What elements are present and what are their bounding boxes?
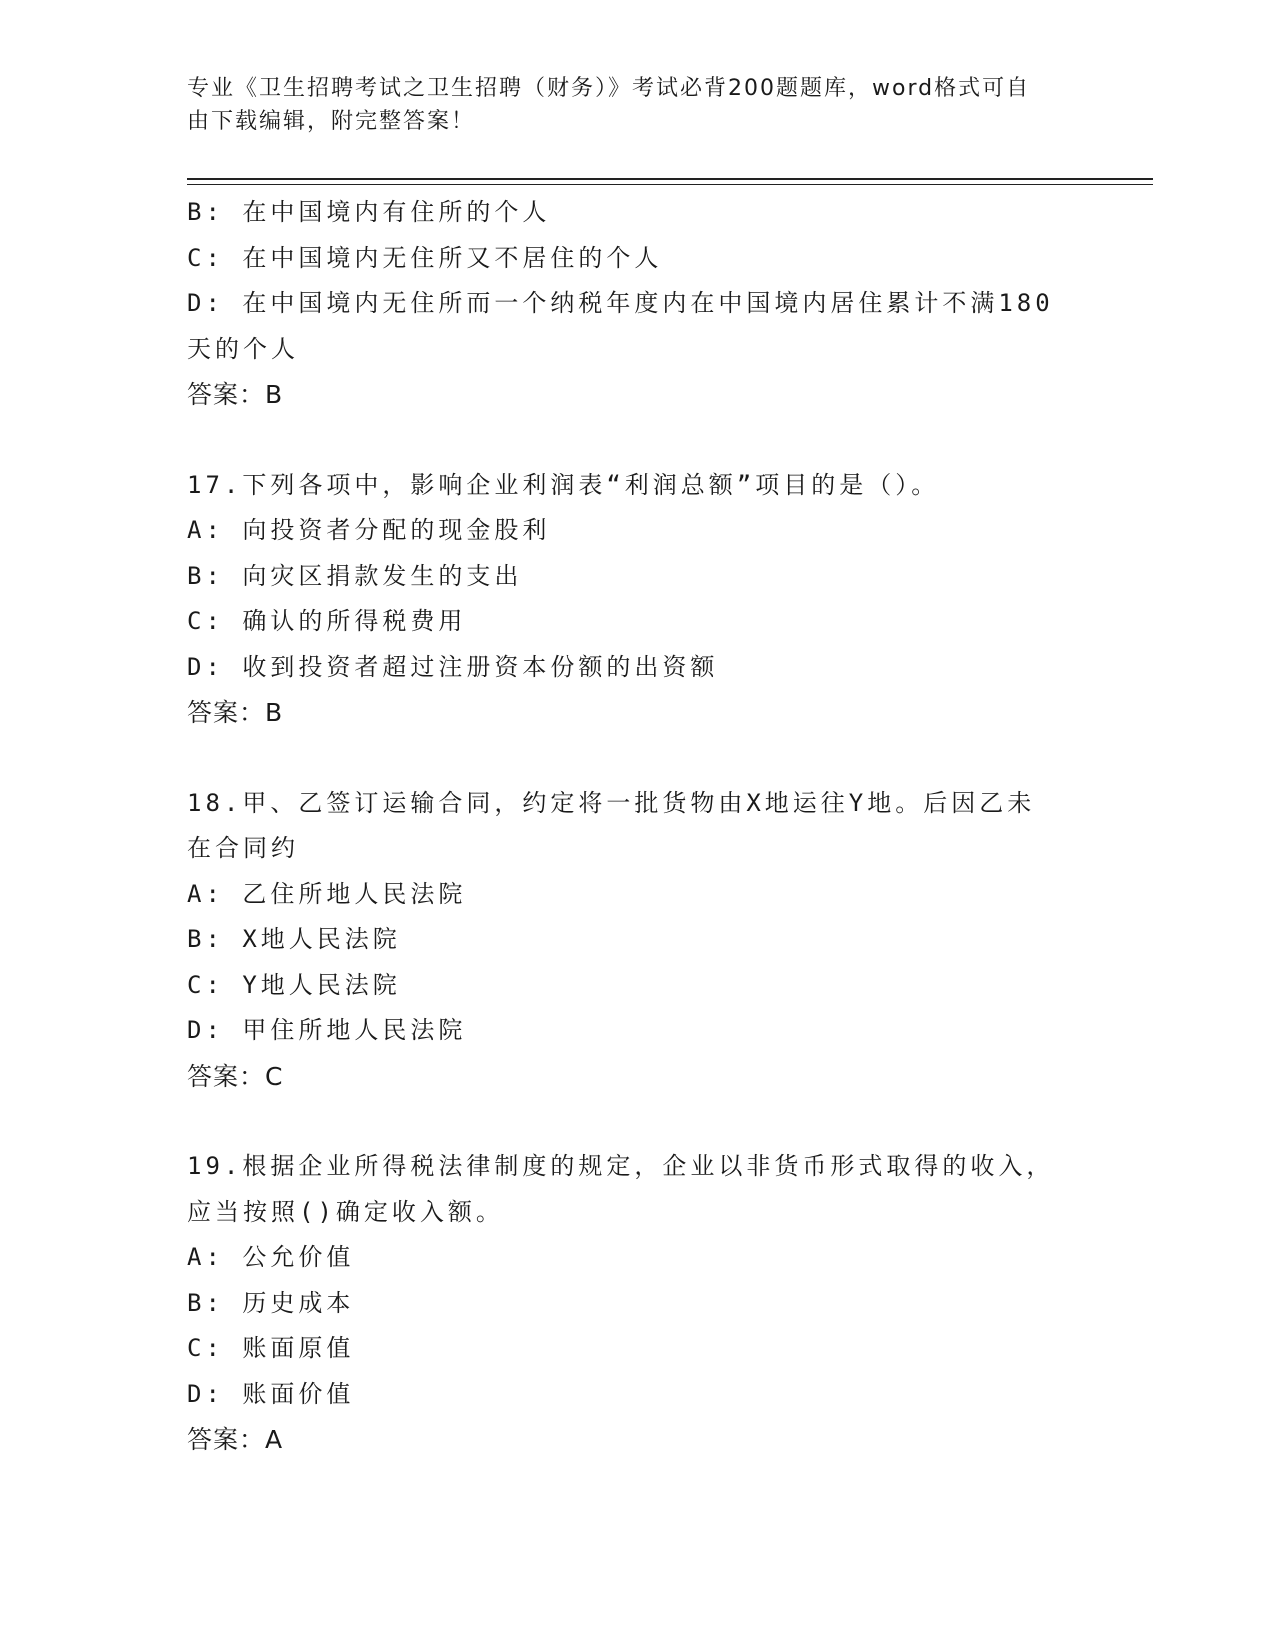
answer: 答案：A <box>187 1425 284 1454</box>
header-divider-thin <box>187 184 1153 185</box>
header-line-2: 由下载编辑，附完整答案！ <box>187 109 476 134</box>
question-17 <box>187 463 1067 736</box>
question-19 <box>187 1144 1067 1463</box>
option-d: D: 甲住所地人民法院 <box>187 1016 467 1044</box>
question-text-continued: 应当按照()确定收入额。 <box>187 1197 504 1226</box>
option-d-continued: 天的个人 <box>187 334 299 363</box>
answer: 答案：C <box>187 1061 284 1091</box>
option-b: B: 历史成本 <box>187 1288 355 1317</box>
option-a: A: 公允价值 <box>187 1243 355 1271</box>
option-c: C: Y地人民法院 <box>187 970 401 999</box>
header-line-1: 专业《卫生招聘考试之卫生招聘（财务）》考试必背200题题库，word格式可自 <box>187 76 1031 101</box>
option-d: D: 在中国境内无住所而一个纳税年度内在中国境内居住累计不满180 <box>187 289 1054 317</box>
option-b: B: X地人民法院 <box>187 925 401 953</box>
option-c: C: 账面原值 <box>187 1334 355 1362</box>
spacer <box>187 1099 1067 1144</box>
question-text-continued: 在合同约 <box>187 834 299 862</box>
question-text: 17.下列各项中，影响企业利润表“利润总额”项目的是（）。 <box>187 470 940 499</box>
header-divider-thick <box>187 178 1153 180</box>
option-a: A: 向投资者分配的现金股利 <box>187 516 551 544</box>
question-list <box>187 190 1067 1463</box>
answer: 答案：B <box>187 698 284 727</box>
option-d: D: 收到投资者超过注册资本份额的出资额 <box>187 652 719 681</box>
document-header <box>187 72 1067 138</box>
spacer <box>187 418 1067 463</box>
question-18 <box>187 781 1067 1100</box>
option-b: B: 向灾区捐款发生的支出 <box>187 561 523 590</box>
option-c: C: 确认的所得税费用 <box>187 607 467 635</box>
option-c: C: 在中国境内无住所又不居住的个人 <box>187 243 663 272</box>
question-text: 19.根据企业所得税法律制度的规定，企业以非货币形式取得的收入， <box>187 1152 1055 1180</box>
question-16 <box>187 190 1067 418</box>
spacer <box>187 736 1067 781</box>
answer: 答案：B <box>187 380 284 409</box>
question-text: 18.甲、乙签订运输合同，约定将一批货物由X地运往Y地。后因乙未 <box>187 788 1036 817</box>
option-b: B: 在中国境内有住所的个人 <box>187 198 551 226</box>
option-a: A: 乙住所地人民法院 <box>187 879 467 908</box>
option-d: D: 账面价值 <box>187 1379 355 1408</box>
